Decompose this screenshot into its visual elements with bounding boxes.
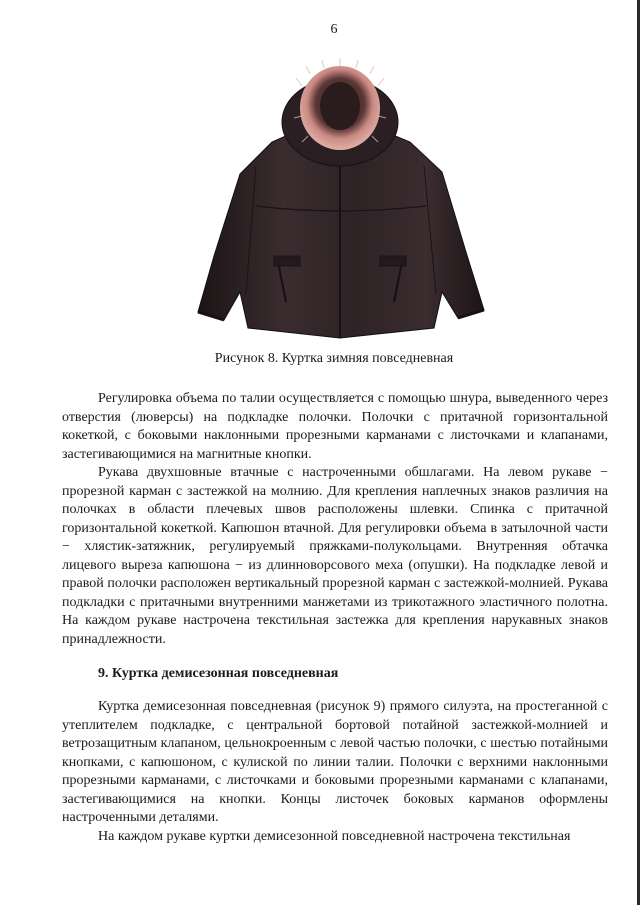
section-8-body	[62, 390, 608, 649]
section-9-body	[62, 698, 608, 846]
paragraph: Регулировка объема по талии осуществляется с помощью шнура, выведенного через отверстия (люверсы) на подкладке полочки. Полочки с притачной горизонтальной кокеткой, с боковыми наклонными прорезными карманами с листочками и клапанами, застегивающимися на магнитные кнопки.	[62, 391, 608, 462]
paragraph: На каждом рукаве куртки демисезонной повседневной настрочена текстильная	[98, 828, 571, 844]
page-number: 6	[330, 22, 338, 37]
jacket-photo	[190, 56, 490, 346]
section-heading: 9. Куртка демисезонная повседневная	[98, 666, 339, 681]
paragraph: Куртка демисезонная повседневная (рисунок 9) прямого силуэта, на простеганной с утеплителем подкладке, с центральной бортовой потайной застежкой-молнией и ветрозащитным клапаном, цельнокроенным с левой частью полочки, с шестью потайными кнопками, с капюшоном, с кулиской по линии талии. Полочки с верхними наклонными прорезными карманами, с листочками и боковыми прорезными карманами с клапанами, застегивающимися на кнопки. Концы листочек боковых карманов оформлены настроченными деталями.	[62, 699, 608, 825]
figure-caption: Рисунок 8. Куртка зимняя повседневная	[214, 351, 454, 366]
paragraph: Рукава двухшовные втачные с настроченными обшлагами. На левом рукаве − прорезной карман с застежкой на молнию. Для крепления наплечных знаков различия на полочках в области плечевых швов расположены шлевки. Спинка с притачной горизонтальной кокеткой. Капюшон втачной. Для регулировки объема в затылочной части − хлястик-затяжник, регулируемый пряжками-полукольцами. Внутренняя обтачка лицевого выреза капюшона − из длинноворсового меха (опушки). На подкладке левой и правой полочки расположен вертикальный прорезной карман с застежкой-молнией. Рукава подкладки с притачными внутренними манжетами из трикотажного эластичного полотна. На каждом рукаве настрочена текстильная застежка для крепления нарукавных знаков принадлежности.	[62, 465, 608, 647]
